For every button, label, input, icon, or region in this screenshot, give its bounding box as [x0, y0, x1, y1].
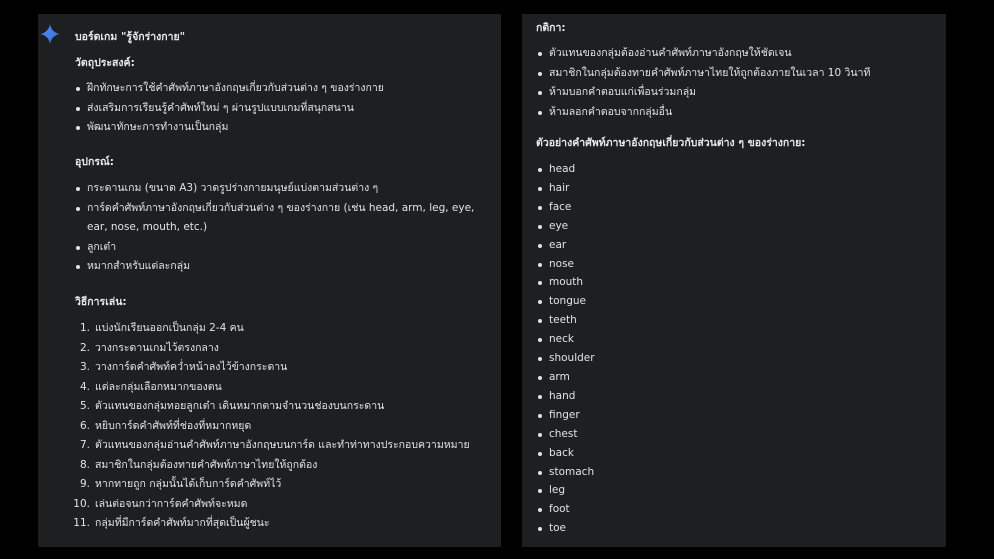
list-item: stomach [549, 463, 595, 482]
list-item: ห้ามลอกคำตอบจากกลุ่มอื่น [549, 103, 870, 123]
list-item: กระดานเกม (ขนาด A3) วาดรูปร่างกายมนุษย์แบ่งตามส่วนต่าง ๆ [87, 179, 487, 199]
objectives-heading: วัตถุประสงค์: [75, 57, 135, 69]
list-item: foot [549, 500, 595, 519]
list-item: 1. แบ่งนักเรียนออกเป็นกลุ่ม 2-4 คน [79, 322, 244, 334]
howto-heading: วิธีการเล่น: [75, 296, 127, 308]
response-panel-right [522, 14, 946, 547]
list-item: ห้ามบอกคำตอบแก่เพื่อนร่วมกลุ่ม [549, 83, 870, 103]
list-item: finger [549, 406, 595, 425]
gemini-sparkle-icon [40, 24, 60, 44]
list-item: neck [549, 330, 595, 349]
list-item: 2. วางกระดานเกมไว้ตรงกลาง [79, 341, 219, 354]
list-item: ear [549, 236, 595, 255]
objectives-list [87, 79, 384, 138]
list-item: nose [549, 255, 595, 274]
list-item: 8. สมาชิกในกลุ่มต้องทายคำศัพท์ภาษาไทยให้ถูกต้อง [79, 458, 318, 471]
list-item: shoulder [549, 349, 595, 368]
list-item: face [549, 198, 595, 217]
examples-heading: ตัวอย่างคำศัพท์ภาษาอังกฤษเกี่ยวกับส่วนต่าง ๆ ของร่างกาย: [536, 137, 806, 149]
list-item: tongue [549, 292, 595, 311]
words-list [549, 160, 595, 538]
list-item: หมากสำหรับแต่ละกลุ่ม [87, 257, 487, 277]
list-item: chest [549, 425, 595, 444]
page-title: บอร์ดเกม "รู้จักร่างกาย" [75, 31, 186, 43]
equipment-list [87, 179, 487, 277]
list-item: 10. เล่นต่อจนกว่าการ์ดคำศัพท์จะหมด [73, 497, 248, 510]
list-item: 11. กลุ่มที่มีการ์ดคำศัพท์มากที่สุดเป็นผู้ชนะ [73, 517, 270, 529]
list-item: ตัวแทนของกลุ่มต้องอ่านคำศัพท์ภาษาอังกฤษให้ชัดเจน [549, 44, 870, 64]
list-item: 7. ตัวแทนของกลุ่มอ่านคำศัพท์ภาษาอังกฤษบนการ์ด และทำท่าทางประกอบความหมาย [79, 439, 470, 451]
list-item: 4. แต่ละกลุ่มเลือกหมากของตน [79, 380, 222, 393]
equipment-heading: อุปกรณ์: [75, 156, 114, 168]
list-item: ฝึกทักษะการใช้คำศัพท์ภาษาอังกฤษเกี่ยวกับส่วนต่าง ๆ ของร่างกาย [87, 79, 384, 99]
response-panel-left [38, 14, 501, 547]
list-item: สมาชิกในกลุ่มต้องทายคำศัพท์ภาษาไทยให้ถูกต้องภายในเวลา 10 วินาที [549, 64, 870, 84]
rules-heading: กติกา: [536, 22, 566, 34]
list-item: 5. ตัวแทนของกลุ่มทอยลูกเต๋า เดินหมากตามจำนวนช่องบนกระดาน [79, 400, 385, 412]
list-item: 3. วางการ์ดคำศัพท์คว่ำหน้าลงไว้ข้างกระดาน [79, 361, 288, 373]
list-item: hair [549, 179, 595, 198]
list-item: arm [549, 368, 595, 387]
list-item: mouth [549, 273, 595, 292]
list-item: head [549, 160, 595, 179]
list-item: teeth [549, 311, 595, 330]
rules-list [549, 44, 870, 122]
list-item: 6. หยิบการ์ดคำศัพท์ที่ช่องที่หมากหยุด [79, 419, 252, 432]
list-item: ลูกเต๋า [87, 238, 487, 258]
list-item: leg [549, 481, 595, 500]
list-item: พัฒนาทักษะการทำงานเป็นกลุ่ม [87, 118, 384, 138]
list-item: back [549, 444, 595, 463]
list-item: hand [549, 387, 595, 406]
list-item: eye [549, 217, 595, 236]
steps-list [73, 319, 470, 534]
list-item: 9. หากทายถูก กลุ่มนั้นได้เก็บการ์ดคำศัพท์ไว้ [79, 478, 282, 490]
title-row [38, 20, 501, 42]
list-item: ส่งเสริมการเรียนรู้คำศัพท์ใหม่ ๆ ผ่านรูปแบบเกมที่สนุกสนาน [87, 99, 384, 119]
list-item: การ์ดคำศัพท์ภาษาอังกฤษเกี่ยวกับส่วนต่าง ๆ ของร่างกาย (เช่น head, arm, leg, eye, ear, nose, mouth, etc.) [87, 199, 487, 238]
list-item: toe [549, 519, 595, 538]
